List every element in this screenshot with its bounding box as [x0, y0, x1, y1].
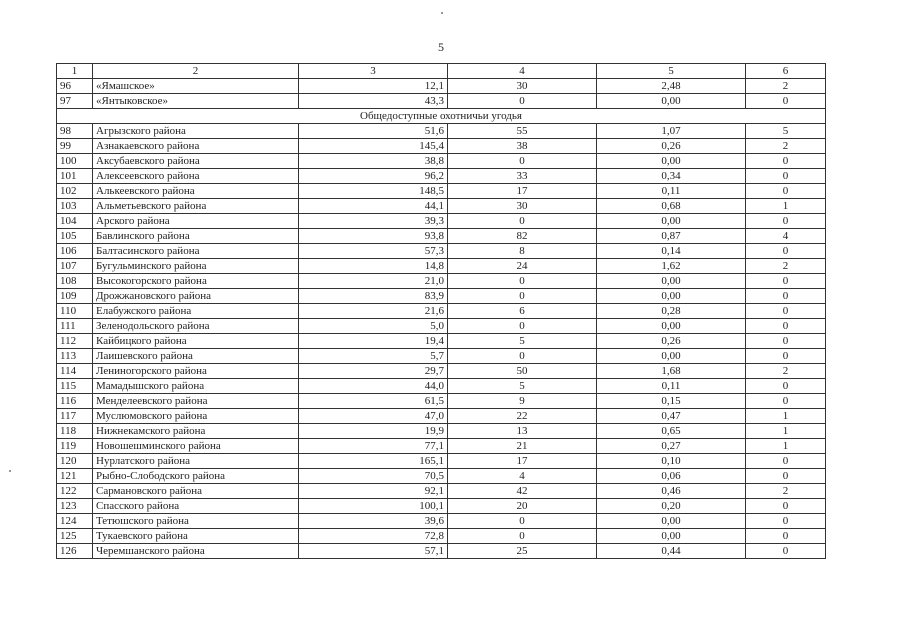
- column-5-cell: 0,11: [597, 379, 746, 394]
- column-3-cell: 14,8: [299, 259, 448, 274]
- table-row: [57, 364, 826, 379]
- row-number-cell: 99: [57, 139, 93, 154]
- column-6-cell: 1: [746, 409, 826, 424]
- table-row: [57, 424, 826, 439]
- row-number-cell: 97: [57, 94, 93, 109]
- column-6-cell: 0: [746, 304, 826, 319]
- column-5-cell: 0,00: [597, 514, 746, 529]
- column-4-cell: 30: [448, 199, 597, 214]
- district-name-cell: Менделеевского района: [93, 394, 299, 409]
- column-6-cell: 5: [746, 124, 826, 139]
- table-row: [57, 274, 826, 289]
- row-number-cell: 120: [57, 454, 93, 469]
- table-row: [57, 244, 826, 259]
- row-number-cell: 122: [57, 484, 93, 499]
- table-row: [57, 469, 826, 484]
- row-number-cell: 118: [57, 424, 93, 439]
- column-3-cell: 83,9: [299, 289, 448, 304]
- column-4-cell: 0: [448, 514, 597, 529]
- column-4-cell: 0: [448, 349, 597, 364]
- district-name-cell: Высокогорского района: [93, 274, 299, 289]
- page-number: 5: [438, 40, 444, 54]
- row-number-cell: 113: [57, 349, 93, 364]
- district-name-cell: Бавлинского района: [93, 229, 299, 244]
- column-3-cell: 100,1: [299, 499, 448, 514]
- column-4-cell: 38: [448, 139, 597, 154]
- column-4-cell: 0: [448, 214, 597, 229]
- column-4-cell: 4: [448, 469, 597, 484]
- row-number-cell: 111: [57, 319, 93, 334]
- column-3-cell: 44,1: [299, 199, 448, 214]
- row-number-cell: 107: [57, 259, 93, 274]
- column-6-cell: 1: [746, 199, 826, 214]
- column-4-cell: 0: [448, 154, 597, 169]
- district-name-cell: Лаишевского района: [93, 349, 299, 364]
- column-4-cell: 22: [448, 409, 597, 424]
- column-4-cell: 8: [448, 244, 597, 259]
- district-name-cell: Рыбно-Слободского района: [93, 469, 299, 484]
- column-3-cell: 43,3: [299, 94, 448, 109]
- row-number-cell: 104: [57, 214, 93, 229]
- column-5-cell: 0,87: [597, 229, 746, 244]
- column-4-cell: 0: [448, 319, 597, 334]
- scan-speck: [9, 470, 11, 472]
- table-row: [57, 289, 826, 304]
- row-number-cell: 100: [57, 154, 93, 169]
- column-5-cell: 0,00: [597, 274, 746, 289]
- column-4-cell: 42: [448, 484, 597, 499]
- row-number-cell: 115: [57, 379, 93, 394]
- row-number-cell: 102: [57, 184, 93, 199]
- row-number-cell: 108: [57, 274, 93, 289]
- header-cell: 2: [93, 64, 299, 79]
- row-number-cell: 119: [57, 439, 93, 454]
- table-row: [57, 319, 826, 334]
- column-5-cell: 0,26: [597, 139, 746, 154]
- district-name-cell: Муслюмовского района: [93, 409, 299, 424]
- row-number-cell: 105: [57, 229, 93, 244]
- column-6-cell: 2: [746, 79, 826, 94]
- row-number-cell: 106: [57, 244, 93, 259]
- column-6-cell: 0: [746, 499, 826, 514]
- district-name-cell: Алексеевского района: [93, 169, 299, 184]
- column-3-cell: 51,6: [299, 124, 448, 139]
- column-6-cell: 0: [746, 514, 826, 529]
- table-row: [57, 484, 826, 499]
- column-5-cell: 2,48: [597, 79, 746, 94]
- district-name-cell: Лениногорского района: [93, 364, 299, 379]
- column-5-cell: 0,68: [597, 199, 746, 214]
- column-3-cell: 38,8: [299, 154, 448, 169]
- district-name-cell: Нижнекамского района: [93, 424, 299, 439]
- table-row: [57, 514, 826, 529]
- table-row: [57, 229, 826, 244]
- column-4-cell: 6: [448, 304, 597, 319]
- column-5-cell: 0,00: [597, 349, 746, 364]
- column-6-cell: 0: [746, 94, 826, 109]
- row-number-cell: 121: [57, 469, 93, 484]
- column-6-cell: 0: [746, 379, 826, 394]
- table-row: [57, 124, 826, 139]
- header-cell: 4: [448, 64, 597, 79]
- column-3-cell: 5,7: [299, 349, 448, 364]
- column-6-cell: 0: [746, 529, 826, 544]
- row-number-cell: 114: [57, 364, 93, 379]
- column-5-cell: 0,65: [597, 424, 746, 439]
- column-3-cell: 39,3: [299, 214, 448, 229]
- column-4-cell: 5: [448, 379, 597, 394]
- column-6-cell: 2: [746, 484, 826, 499]
- column-4-cell: 20: [448, 499, 597, 514]
- table-row: [57, 334, 826, 349]
- district-name-cell: Мамадышского района: [93, 379, 299, 394]
- table-row: [57, 439, 826, 454]
- column-3-cell: 57,3: [299, 244, 448, 259]
- column-3-cell: 72,8: [299, 529, 448, 544]
- column-6-cell: 0: [746, 154, 826, 169]
- table-row: [57, 499, 826, 514]
- column-3-cell: 77,1: [299, 439, 448, 454]
- row-number-cell: 109: [57, 289, 93, 304]
- table-row: [57, 154, 826, 169]
- district-name-cell: Альметьевского района: [93, 199, 299, 214]
- column-5-cell: 0,06: [597, 469, 746, 484]
- table-row: [57, 454, 826, 469]
- column-4-cell: 24: [448, 259, 597, 274]
- table-row: [57, 544, 826, 559]
- column-6-cell: 0: [746, 169, 826, 184]
- district-name-cell: Нурлатского района: [93, 454, 299, 469]
- district-name-cell: Черемшанского района: [93, 544, 299, 559]
- table-row: [57, 394, 826, 409]
- district-name-cell: Кайбицкого района: [93, 334, 299, 349]
- column-3-cell: 19,4: [299, 334, 448, 349]
- column-3-cell: 29,7: [299, 364, 448, 379]
- column-3-cell: 21,6: [299, 304, 448, 319]
- table-row: [57, 304, 826, 319]
- column-3-cell: 70,5: [299, 469, 448, 484]
- column-6-cell: 0: [746, 454, 826, 469]
- column-5-cell: 0,00: [597, 94, 746, 109]
- column-5-cell: 0,44: [597, 544, 746, 559]
- row-number-cell: 110: [57, 304, 93, 319]
- column-4-cell: 33: [448, 169, 597, 184]
- column-6-cell: 0: [746, 274, 826, 289]
- district-name-cell: Аксубаевского района: [93, 154, 299, 169]
- table-row: [57, 379, 826, 394]
- column-4-cell: 82: [448, 229, 597, 244]
- data-table: [56, 63, 826, 559]
- district-name-cell: Бугульминского района: [93, 259, 299, 274]
- row-number-cell: 103: [57, 199, 93, 214]
- column-3-cell: 44,0: [299, 379, 448, 394]
- column-5-cell: 0,26: [597, 334, 746, 349]
- column-3-cell: 93,8: [299, 229, 448, 244]
- column-6-cell: 0: [746, 544, 826, 559]
- column-3-cell: 12,1: [299, 79, 448, 94]
- table-row: [57, 94, 826, 109]
- row-number-cell: 123: [57, 499, 93, 514]
- column-3-cell: 47,0: [299, 409, 448, 424]
- column-6-cell: 0: [746, 469, 826, 484]
- table-row: [57, 79, 826, 94]
- district-name-cell: Арского района: [93, 214, 299, 229]
- row-number-cell: 124: [57, 514, 93, 529]
- column-6-cell: 0: [746, 289, 826, 304]
- district-name-cell: «Янтыковское»: [93, 94, 299, 109]
- column-3-cell: 19,9: [299, 424, 448, 439]
- column-6-cell: 0: [746, 334, 826, 349]
- row-number-cell: 125: [57, 529, 93, 544]
- column-4-cell: 0: [448, 94, 597, 109]
- column-3-cell: 148,5: [299, 184, 448, 199]
- column-6-cell: 0: [746, 319, 826, 334]
- column-5-cell: 0,46: [597, 484, 746, 499]
- table-row: [57, 169, 826, 184]
- column-3-cell: 92,1: [299, 484, 448, 499]
- column-5-cell: 1,62: [597, 259, 746, 274]
- column-3-cell: 96,2: [299, 169, 448, 184]
- district-name-cell: Елабужского района: [93, 304, 299, 319]
- column-4-cell: 25: [448, 544, 597, 559]
- column-5-cell: 0,20: [597, 499, 746, 514]
- table-row: [57, 529, 826, 544]
- table-row: [57, 409, 826, 424]
- column-4-cell: 0: [448, 274, 597, 289]
- column-4-cell: 0: [448, 289, 597, 304]
- column-4-cell: 30: [448, 79, 597, 94]
- district-name-cell: Спасского района: [93, 499, 299, 514]
- row-number-cell: 101: [57, 169, 93, 184]
- column-5-cell: 0,15: [597, 394, 746, 409]
- column-3-cell: 165,1: [299, 454, 448, 469]
- column-6-cell: 2: [746, 259, 826, 274]
- district-name-cell: «Ямашское»: [93, 79, 299, 94]
- column-3-cell: 39,6: [299, 514, 448, 529]
- district-name-cell: Азнакаевского района: [93, 139, 299, 154]
- district-name-cell: Дрожжановского района: [93, 289, 299, 304]
- column-5-cell: 1,68: [597, 364, 746, 379]
- header-cell: 5: [597, 64, 746, 79]
- column-4-cell: 13: [448, 424, 597, 439]
- column-6-cell: 0: [746, 244, 826, 259]
- row-number-cell: 112: [57, 334, 93, 349]
- column-6-cell: 0: [746, 349, 826, 364]
- column-3-cell: 21,0: [299, 274, 448, 289]
- table-row: [57, 214, 826, 229]
- column-5-cell: 0,11: [597, 184, 746, 199]
- column-5-cell: 0,34: [597, 169, 746, 184]
- row-number-cell: 117: [57, 409, 93, 424]
- column-5-cell: 0,00: [597, 529, 746, 544]
- column-4-cell: 0: [448, 529, 597, 544]
- column-6-cell: 1: [746, 439, 826, 454]
- header-cell: 3: [299, 64, 448, 79]
- district-name-cell: Зеленодольского района: [93, 319, 299, 334]
- row-number-cell: 98: [57, 124, 93, 139]
- column-3-cell: 5,0: [299, 319, 448, 334]
- table-row: [57, 139, 826, 154]
- header-cell: 6: [746, 64, 826, 79]
- column-5-cell: 0,00: [597, 214, 746, 229]
- column-3-cell: 57,1: [299, 544, 448, 559]
- column-4-cell: 21: [448, 439, 597, 454]
- column-6-cell: 4: [746, 229, 826, 244]
- column-4-cell: 17: [448, 184, 597, 199]
- table-row: [57, 349, 826, 364]
- column-6-cell: 0: [746, 394, 826, 409]
- column-4-cell: 5: [448, 334, 597, 349]
- table-row: [57, 199, 826, 214]
- district-name-cell: Балтасинского района: [93, 244, 299, 259]
- district-name-cell: Алькеевского района: [93, 184, 299, 199]
- column-6-cell: 2: [746, 139, 826, 154]
- row-number-cell: 116: [57, 394, 93, 409]
- column-5-cell: 1,07: [597, 124, 746, 139]
- column-5-cell: 0,10: [597, 454, 746, 469]
- table-body: [57, 64, 826, 559]
- district-name-cell: Агрызского района: [93, 124, 299, 139]
- column-4-cell: 9: [448, 394, 597, 409]
- row-number-cell: 126: [57, 544, 93, 559]
- section-row: [57, 109, 826, 124]
- table-row: [57, 259, 826, 274]
- district-name-cell: Тетюшского района: [93, 514, 299, 529]
- section-title: Общедоступные охотничьи угодья: [57, 109, 826, 124]
- column-6-cell: 1: [746, 424, 826, 439]
- column-4-cell: 50: [448, 364, 597, 379]
- column-6-cell: 0: [746, 184, 826, 199]
- column-4-cell: 17: [448, 454, 597, 469]
- column-5-cell: 0,14: [597, 244, 746, 259]
- column-5-cell: 0,27: [597, 439, 746, 454]
- column-6-cell: 2: [746, 364, 826, 379]
- column-6-cell: 0: [746, 214, 826, 229]
- district-name-cell: Сармановского района: [93, 484, 299, 499]
- column-3-cell: 145,4: [299, 139, 448, 154]
- column-4-cell: 55: [448, 124, 597, 139]
- district-name-cell: Новошешминского района: [93, 439, 299, 454]
- row-number-cell: 96: [57, 79, 93, 94]
- column-3-cell: 61,5: [299, 394, 448, 409]
- district-name-cell: Тукаевского района: [93, 529, 299, 544]
- header-cell: 1: [57, 64, 93, 79]
- table-row: [57, 184, 826, 199]
- column-5-cell: 0,00: [597, 319, 746, 334]
- column-5-cell: 0,28: [597, 304, 746, 319]
- column-5-cell: 0,00: [597, 154, 746, 169]
- scan-speck: [441, 12, 443, 14]
- column-5-cell: 0,47: [597, 409, 746, 424]
- column-5-cell: 0,00: [597, 289, 746, 304]
- header-row: [57, 64, 826, 79]
